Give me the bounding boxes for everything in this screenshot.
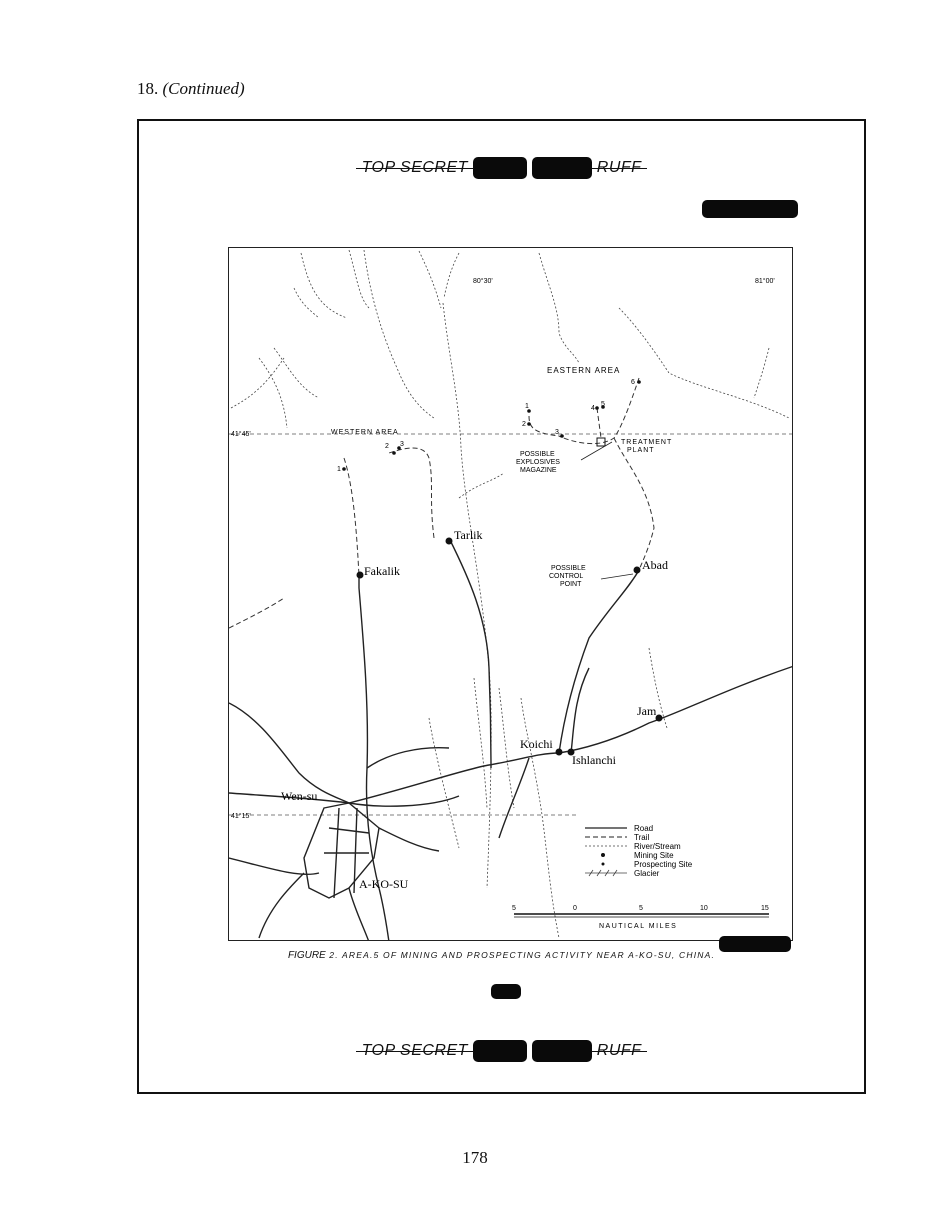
explosives-magazine-label: EXPLOSIVES bbox=[516, 459, 560, 466]
page-number: 178 bbox=[462, 1148, 488, 1167]
site-number: 3 bbox=[555, 429, 559, 436]
site-number: 4 bbox=[591, 405, 595, 412]
scale-tick: 5 bbox=[512, 905, 516, 912]
place-label-fakalik: Fakalik bbox=[364, 564, 400, 578]
western-area-label: WESTERN AREA bbox=[331, 429, 399, 436]
legend-road: Road bbox=[634, 824, 654, 833]
figure-map bbox=[228, 247, 793, 941]
site-number: 6 bbox=[631, 379, 635, 386]
scale-tick: 0 bbox=[573, 905, 577, 912]
place-label-koichi: Koichi bbox=[520, 737, 553, 751]
redaction-block bbox=[532, 1040, 592, 1062]
scale-unit: NAUTICAL MILES bbox=[599, 923, 678, 930]
section-continued-label: (Continued) bbox=[162, 79, 245, 98]
classification-text: RUFF bbox=[597, 1042, 642, 1060]
legend-trail: Trail bbox=[634, 833, 650, 842]
site-number: 1 bbox=[337, 466, 341, 473]
place-label-abad: Abad bbox=[642, 558, 668, 572]
redaction-block bbox=[473, 1040, 527, 1062]
place-label-ishlanchi: Ishlanchi bbox=[572, 753, 616, 767]
legend-river: River/Stream bbox=[634, 842, 681, 851]
glacier-ridges bbox=[231, 250, 459, 428]
site-number: 3 bbox=[400, 441, 404, 448]
place-label-wensu: Wen-su bbox=[281, 789, 318, 803]
legend-prospecting-site: Prospecting Site bbox=[634, 860, 693, 869]
control-point-label: POINT bbox=[560, 581, 582, 588]
legend-mining-site: Mining Site bbox=[634, 851, 674, 860]
place-label-akosu: A-KO-SU bbox=[359, 877, 409, 891]
explosives-magazine-label: MAGAZINE bbox=[520, 467, 557, 474]
trails bbox=[229, 378, 654, 628]
map-graphic bbox=[229, 248, 793, 941]
classification-banner-top bbox=[139, 157, 864, 179]
explosives-magazine-label: POSSIBLE bbox=[520, 451, 555, 458]
section-heading bbox=[137, 79, 245, 99]
longitude-label-east: 81°00' bbox=[755, 278, 775, 285]
scale-tick: 15 bbox=[761, 905, 769, 912]
latitude-label-south: 41°15' bbox=[231, 813, 251, 820]
site-number: 2 bbox=[385, 443, 389, 450]
scale-tick: 5 bbox=[639, 905, 643, 912]
redaction-block bbox=[473, 157, 527, 179]
eastern-area-label: EASTERN AREA bbox=[547, 366, 621, 375]
scale-tick: 10 bbox=[700, 905, 708, 912]
redaction-block bbox=[702, 200, 798, 218]
place-label-tarlik: Tarlik bbox=[454, 528, 483, 542]
treatment-plant-label: PLANT bbox=[627, 447, 655, 454]
longitude-label-west: 80°30' bbox=[473, 278, 493, 285]
site-number: 2 bbox=[522, 421, 526, 428]
roads bbox=[229, 538, 793, 941]
figure-caption bbox=[139, 950, 864, 961]
section-number: 18. bbox=[137, 79, 159, 98]
figure-caption-text: 2. AREA.5 OF MINING AND PROSPECTING ACTIVITY NEAR A-KO-SU, CHINA. bbox=[329, 950, 716, 960]
rivers bbox=[364, 250, 789, 938]
legend-glacier: Glacier bbox=[634, 869, 660, 878]
control-point-label: POSSIBLE bbox=[551, 565, 586, 572]
classification-text: TOP SECRET bbox=[362, 1042, 468, 1060]
map-legend bbox=[585, 824, 693, 878]
site-number: 1 bbox=[525, 403, 529, 410]
figure-caption-lead: FIGURE bbox=[287, 950, 326, 961]
redaction-block bbox=[532, 157, 592, 179]
control-point-label: CONTROL bbox=[549, 573, 584, 580]
classification-text: RUFF bbox=[597, 159, 642, 177]
redaction-block bbox=[491, 984, 521, 999]
classification-banner-bottom bbox=[139, 1040, 864, 1062]
site-number: 5 bbox=[601, 401, 605, 408]
scale-bar bbox=[512, 905, 769, 930]
latitude-label-north: 41°45' bbox=[231, 431, 251, 438]
place-label-jam: Jam bbox=[637, 704, 657, 718]
treatment-plant-label: TREATMENT bbox=[621, 439, 673, 446]
classification-text: TOP SECRET bbox=[362, 159, 468, 177]
document-frame bbox=[137, 119, 866, 1094]
